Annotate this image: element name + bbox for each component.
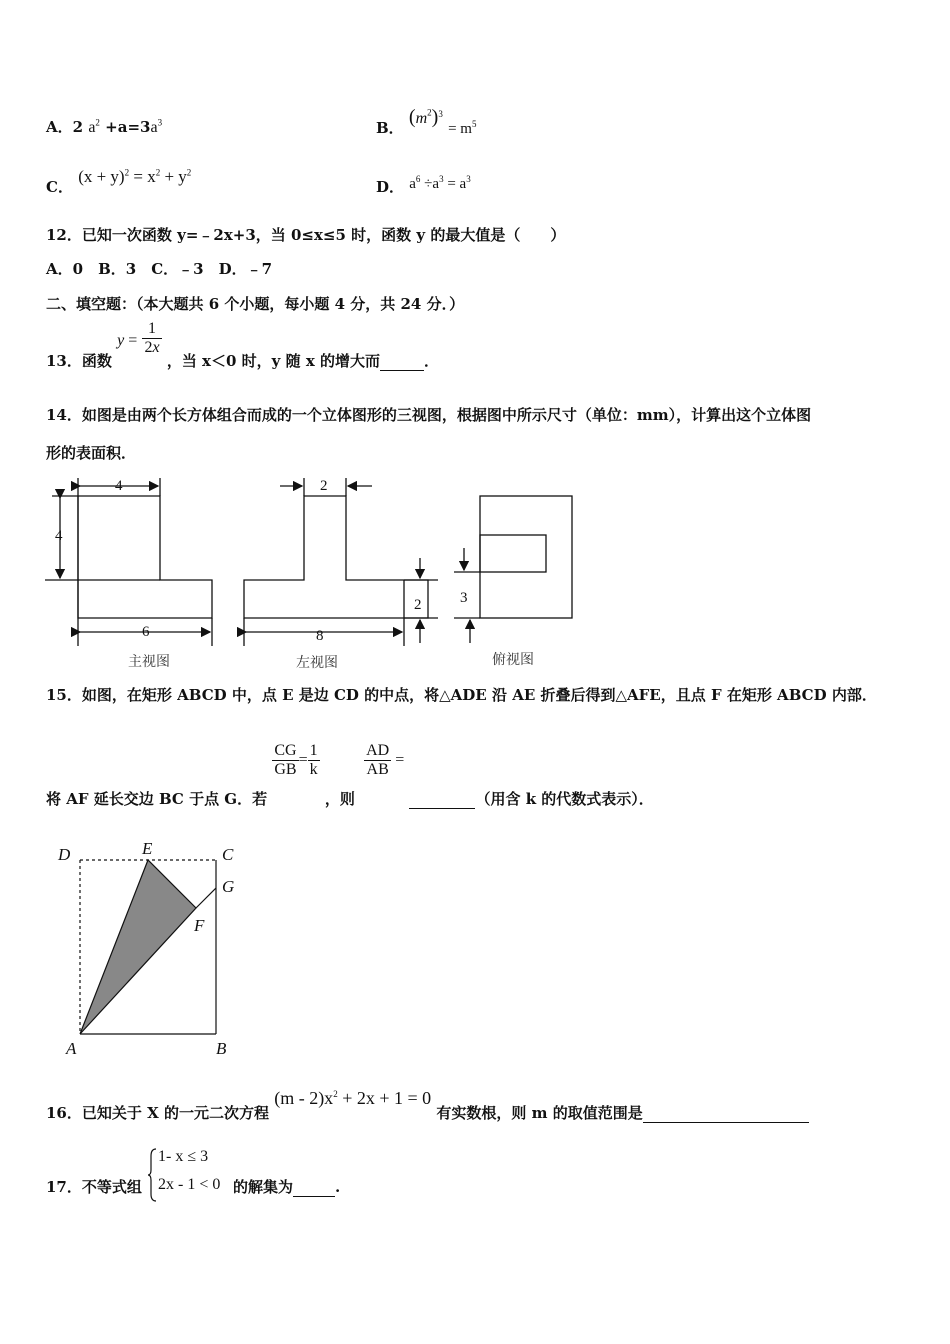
q15-answer-blank[interactable] (409, 790, 475, 809)
label-G: G (222, 877, 235, 896)
label-E: E (142, 839, 153, 858)
q17-row2: 2x - 1 < 0 (158, 1176, 221, 1193)
front-dim-left: 4 (55, 528, 63, 544)
front-dim-top: 4 (115, 478, 123, 494)
side-dim-right: 2 (414, 597, 422, 613)
front-view-caption: 主视图 (128, 655, 170, 670)
q13-answer-blank[interactable] (380, 352, 424, 371)
q13-fraction: $\frac{1}{2x}$ (144, 320, 160, 356)
top-dim-left: 3 (460, 590, 468, 606)
q17-answer-blank[interactable] (293, 1178, 335, 1197)
label-A: A (66, 1039, 77, 1058)
q11-option-a: A．2 $a^2 +a=3a^3$ (46, 117, 163, 136)
q13: 13．函数 y = $\frac{1}{2x}$ ，当 x＜0 时，y 随 x 的增大而 ． (46, 320, 439, 370)
q17-tail: 的解集为 . (233, 1178, 341, 1196)
q11-option-b: B． $(m^2)^3 = m^5$ (376, 106, 477, 137)
front-dim-bottom: 6 (142, 624, 150, 640)
q16: 16．已知关于 X 的一元二次方程 $(m - 2)x^2 + 2x + 1 = 0$ 有实数根，则 m 的取值范围是 (46, 1088, 809, 1109)
q15-line2: 将 AF 延长交边 BC 于点 G．若 $\frac{CG}{GB}$ = $\frac{1}{k}$ ，则 $\frac{AD}{AB}$ = （用含 k 的代数式表示）． (46, 742, 654, 808)
q11-option-d: D． $a^6 \div a^3 = a^3$ (376, 174, 471, 196)
label-C: C (222, 845, 234, 864)
q16-answer-blank[interactable] (643, 1104, 809, 1123)
q12-options: A．0 B．3 C．﹣3 D．﹣7 (46, 260, 273, 278)
q12-text: 12．已知一次函数 y=﹣2x+3，当 0≤x≤5 时，函数 y 的最大值是（ ） (46, 226, 566, 244)
q14-line2: 形的表面积． (46, 444, 137, 462)
label-F: F (194, 916, 205, 935)
top-view-caption: 俯视图 (492, 653, 534, 668)
q17-label: 17．不等式组 (46, 1178, 142, 1196)
q17-row1: 1- x ≤ 3 (158, 1148, 209, 1165)
label-D: D (58, 845, 71, 864)
q11-option-c: C． $(x + y)^2 = x^2 + y^2$ (46, 167, 192, 196)
section-heading: 二、填空题：（本大题共 6 个小题，每小题 4 分，共 24 分．） (46, 295, 465, 313)
side-dim-top: 2 (320, 478, 328, 494)
label-B: B (216, 1039, 227, 1058)
three-view-figure (40, 468, 600, 674)
side-view-caption: 左视图 (296, 656, 338, 671)
q15-line1: 15．如图，在矩形 ABCD 中，点 E 是边 CD 的中点，将△ADE 沿 AE 折叠后得到△AFE，且点 F 在矩形 ABCD 内部． (46, 686, 877, 704)
side-dim-bottom: 8 (316, 628, 324, 644)
q14-line1: 14．如图是由两个长方体组合而成的一个立体图形的三视图，根据图中所示尺寸（单位：mm），计算出这个立体图 (46, 406, 812, 424)
brace-icon (148, 1148, 158, 1202)
q17-system (148, 1146, 236, 1202)
rectangle-fold-figure (50, 836, 250, 1066)
